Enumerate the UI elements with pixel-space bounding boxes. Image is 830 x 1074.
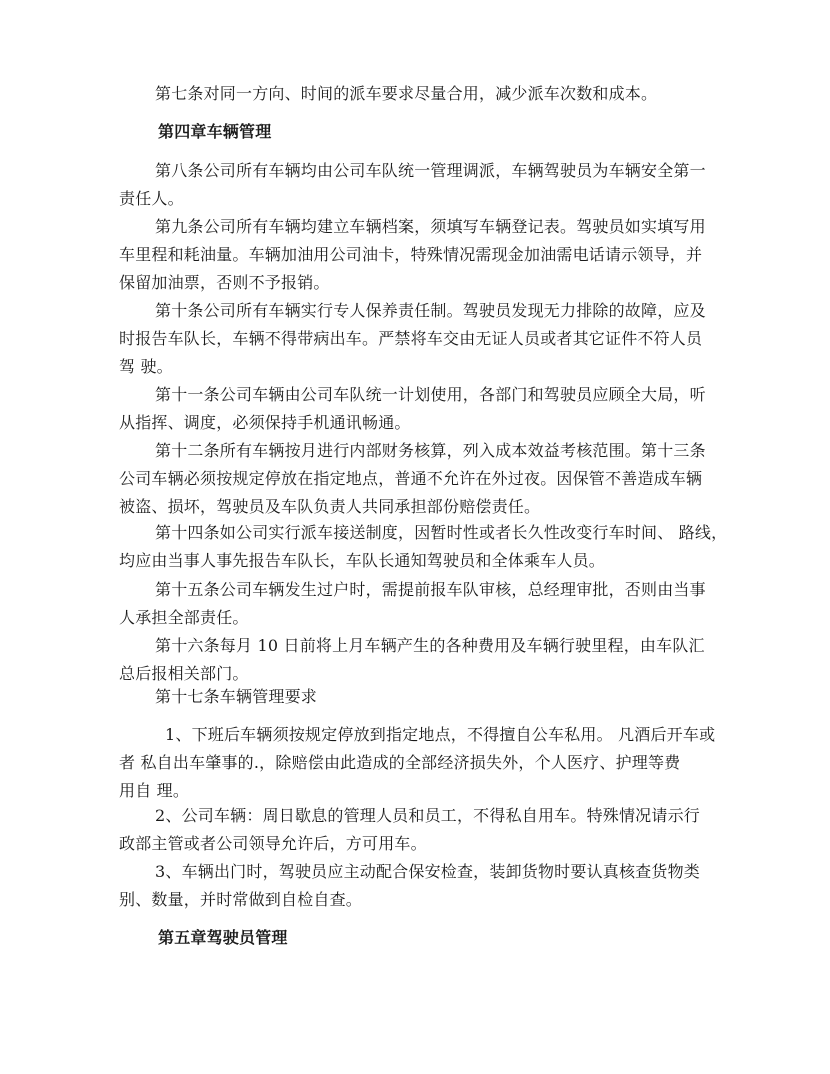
requirement-1: 1、下班后车辆须按规定停放到指定地点，不得擅自公车私用。 凡酒后开车或 者 私自出车肇事的.，除赔偿由此造成的全部经济损失外，个人医疗、护理等费 用自 理。 — [119, 725, 716, 800]
requirement-2: 2、公司车辆：周日歇息的管理人员和员工，不得私自用车。特殊情况请示行 政部主管或者公司领导允许后，方可用车。 — [119, 806, 700, 853]
article-17: 第十七条车辆管理要求 — [155, 687, 318, 706]
chapter-4-heading: 第四章车辆管理 — [158, 122, 272, 141]
article-8: 第八条公司所有车辆均由公司车队统一管理调派，车辆驾驶员为车辆安全第一 责任人。 — [119, 161, 706, 208]
article-10: 第十条公司所有车辆实行专人保养责任制。驾驶员发现无力排除的故障，应及 时报告车队长，车辆不得带病出车。严禁将车交由无证人员或者其它证件不符人员 驾 驶。 — [119, 301, 706, 376]
article-16: 第十六条每月 10 日前将上月车辆产生的各种费用及车辆行驶里程，由车队汇 总后报相关部门。 — [119, 636, 705, 683]
article-9: 第九条公司所有车辆均建立车辆档案，须填写车辆登记表。驾驶员如实填写用 车里程和耗油量。车辆加油用公司油卡，特殊情况需现金加油需电话请示领导，并 保留加油票，否则不予报销。 — [119, 217, 706, 292]
requirement-3: 3、车辆出门时，驾驶员应主动配合保安检查，装卸货物时要认真核查货物类 别、数量，并时常做到自检自查。 — [119, 862, 700, 909]
chapter-5-heading: 第五章驾驶员管理 — [158, 928, 288, 947]
article-12: 第十二条所有车辆按月进行内部财务核算，列入成本效益考核范围。第十三条 公司车辆必须按规定停放在指定地点，普通不允许在外过夜。因保管不善造成车辆 被盗、损坏，驾驶员及车队负责人共同承担部份赔偿责任。 — [119, 441, 706, 516]
article-15: 第十五条公司车辆发生过户时，需提前报车队审核，总经理审批，否则由当事 人承担全部责任。 — [119, 580, 706, 627]
article-14: 第十四条如公司实行派车接送制度，因暂时性或者长久性改变行车时间、 路线， 均应由当事人事先报告车队长，车队长通知驾驶员和全体乘车人员。 — [119, 523, 728, 570]
article-7: 第七条对同一方向、时间的派车要求尽量合用，减少派车次数和成本。 — [155, 84, 658, 103]
article-11: 第十一条公司车辆由公司车队统一计划使用，各部门和驾驶员应顾全大局，听 从指挥、调度，必须保持手机通讯畅通。 — [119, 385, 706, 432]
